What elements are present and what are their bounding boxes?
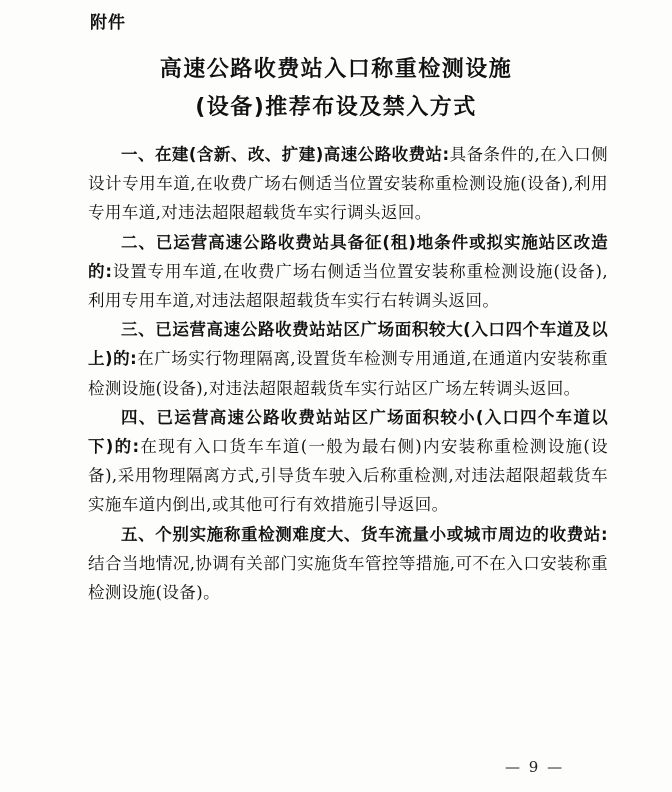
paragraph-1-text: 具备条件的,在入口侧设计专用车道,在收费广场右侧适当位置安装称重检测设施(设备),利用专用车道,对违法超限超载货车实行调头返回。 — [88, 145, 608, 223]
paragraph-2 — [88, 228, 608, 316]
paragraph-1 — [88, 140, 608, 228]
document-title-line-1: 高速公路收费站入口称重检测设施 — [159, 57, 513, 82]
paragraph-2-heading: 二、已运营高速公路收费站具备征(租)地条件或拟实施站区改造的: — [88, 232, 608, 281]
paragraph-5 — [88, 520, 608, 608]
paragraph-1-heading: 一、在建(含新、改、扩建)高速公路收费站: — [121, 145, 450, 164]
page-number: — 9 — — [505, 758, 565, 776]
paragraph-3-text: 在广场实行物理隔离,设置货车检测专用通道,在通道内安装称重检测设施(设备),对违法超限超载货车实行站区广场左转调头返回。 — [88, 349, 608, 398]
paragraph-5-heading: 五、个别实施称重检测难度大、货车流量小或城市周边的收费站: — [121, 524, 608, 544]
paragraph-3 — [88, 315, 608, 403]
paragraph-4-heading: 四、已运营高速公路收费站站区广场面积较小(入口四个车道以下)的: — [88, 407, 608, 457]
attachment-label: 附件 — [90, 13, 126, 33]
paragraph-4-text: 在现有入口货车车道(一般为最右侧)内安装称重检测设施(设备),采用物理隔离方式,引导货车驶入后称重检测,对违法超限超载货车实施车道内倒出,或其他可行有效措施引导返回。 — [88, 437, 608, 515]
document-title-line-2: (设备)推荐布设及禁入方式 — [195, 95, 477, 120]
document-body — [88, 140, 608, 607]
paragraph-3-heading: 三、已运营高速公路收费站站区广场面积较大(入口四个车道及以上)的: — [88, 320, 608, 369]
paragraph-5-text: 结合当地情况,协调有关部门实施货车管控等措施,可不在入口安装称重检测设施(设备)。 — [88, 553, 608, 603]
paragraph-2-text: 设置专用车道,在收费广场右侧适当位置安装称重检测设施(设备),利用专用车道,对违法超限超载货车实行右转调头返回。 — [88, 261, 609, 311]
paragraph-4 — [88, 403, 608, 520]
